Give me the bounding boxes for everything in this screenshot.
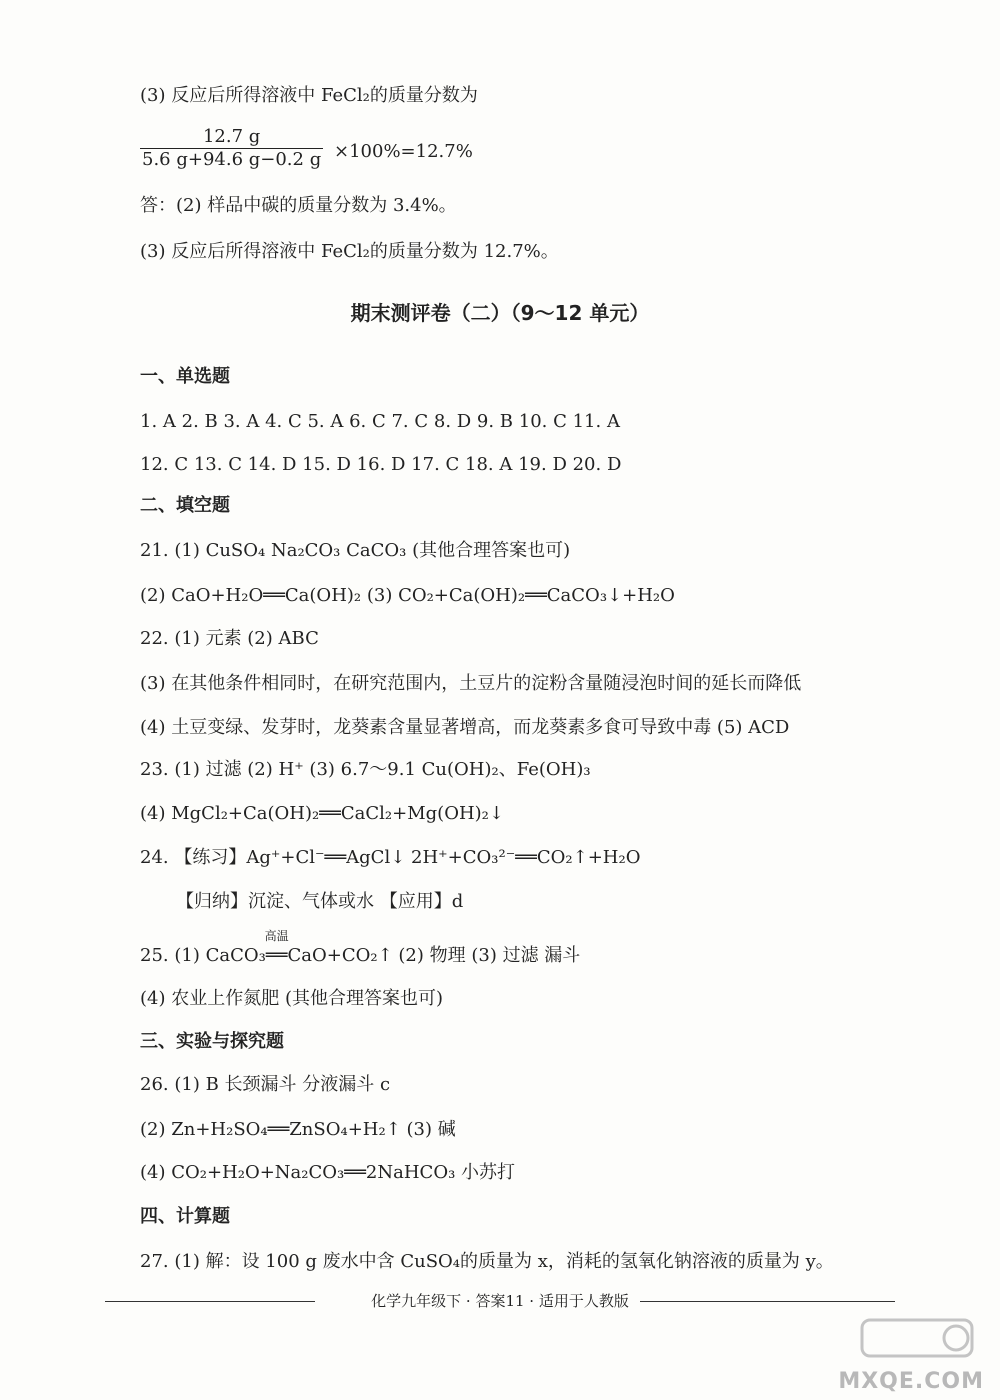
- fraction: [140, 126, 323, 171]
- answer-2: 答：(2) 样品中碳的质量分数为 3.4%。: [140, 195, 457, 216]
- page-footer: [0, 1290, 1000, 1312]
- watermark-text: MXQE.COM: [838, 1369, 984, 1394]
- q26-line-2: (2) Zn+H₂SO₄══ZnSO₄+H₂↑ (3) 碱: [140, 1119, 456, 1140]
- q26-line-3: (4) CO₂+H₂O+Na₂CO₃══2NaHCO₃ 小苏打: [140, 1162, 516, 1183]
- q21-line-1: 21. (1) CuSO₄ Na₂CO₃ CaCO₃ (其他合理答案也可): [140, 540, 571, 561]
- q21-line-2: (2) CaO+H₂O══Ca(OH)₂ (3) CO₂+Ca(OH)₂══CaCO₃↓+H₂O: [140, 585, 675, 606]
- q25-line-1: [140, 929, 581, 968]
- condition-label: 高温: [264, 929, 289, 943]
- reaction-condition: [264, 929, 289, 968]
- q22-line-1: 22. (1) 元素 (2) ABC: [140, 628, 319, 649]
- choice-answers-row-2: 12. C 13. C 14. D 15. D 16. D 17. C 18. A 19. D 20. D: [140, 454, 622, 475]
- q24-line-1: 24. 【练习】Ag⁺+Cl⁻══AgCl↓ 2H⁺+CO₃²⁻══CO₂↑+H₂O: [140, 847, 641, 868]
- equals-arrow: ══: [265, 945, 288, 966]
- fraction-result: ×100%=12.7%: [334, 141, 473, 162]
- q3-intro: (3) 反应后所得溶液中 FeCl₂的质量分数为: [140, 85, 478, 106]
- fraction-numerator: 12.7 g: [202, 126, 261, 147]
- exam-title: 期末测评卷（二）（9～12 单元）: [350, 301, 650, 325]
- q25-reactant: 25. (1) CaCO₃: [140, 945, 266, 966]
- section-heading-single-choice: 一、单选题: [140, 366, 230, 387]
- section-heading-fill-blank: 二、填空题: [140, 495, 230, 516]
- q27-line-1: 27. (1) 解：设 100 g 废水中含 CuSO₄的质量为 x，消耗的氢氧化钠溶液的质量为 y。: [140, 1251, 834, 1272]
- section-heading-experiment: 三、实验与探究题: [140, 1031, 284, 1052]
- q25-products: CaO+CO₂↑ (2) 物理 (3) 过滤 漏斗: [287, 945, 581, 966]
- choice-answers-row-1: 1. A 2. B 3. A 4. C 5. A 6. C 7. C 8. D 9. B 10. C 11. A: [140, 411, 620, 432]
- q23-line-1: 23. (1) 过滤 (2) H⁺ (3) 6.7～9.1 Cu(OH)₂、Fe(OH)₃: [140, 759, 591, 780]
- q26-line-1: 26. (1) B 长颈漏斗 分液漏斗 c: [140, 1074, 391, 1095]
- q24-line-2: 【归纳】沉淀、气体或水 【应用】d: [176, 891, 464, 912]
- section-heading-calculation: 四、计算题: [140, 1206, 230, 1227]
- footer-text: 化学九年级下 · 答案11 · 适用于人教版: [365, 1292, 635, 1310]
- q25-line-2: (4) 农业上作氮肥 (其他合理答案也可): [140, 988, 443, 1009]
- q23-line-2: (4) MgCl₂+Ca(OH)₂══CaCl₂+Mg(OH)₂↓: [140, 803, 504, 824]
- fraction-denominator: 5.6 g+94.6 g−0.2 g: [142, 149, 322, 170]
- answer-3: (3) 反应后所得溶液中 FeCl₂的质量分数为 12.7%。: [140, 241, 559, 262]
- q22-line-2: (3) 在其他条件相同时，在研究范围内，土豆片的淀粉含量随浸泡时间的延长而降低: [140, 673, 802, 694]
- q22-line-3: (4) 土豆变绿、发芽时，龙葵素含量显著增高，而龙葵素多食可导致中毒 (5) ACD: [140, 717, 790, 738]
